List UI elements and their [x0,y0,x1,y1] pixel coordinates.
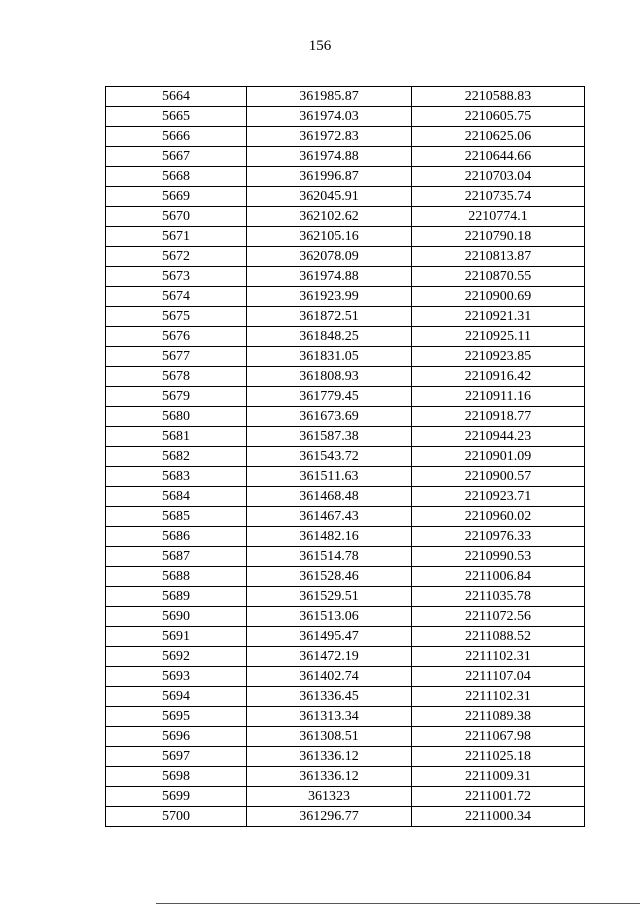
x-coordinate-cell: 361996.87 [247,167,412,187]
y-coordinate-cell: 2211009.31 [412,767,585,787]
x-coordinate-cell: 361779.45 [247,387,412,407]
y-coordinate-cell: 2210923.71 [412,487,585,507]
point-number-cell: 5699 [106,787,247,807]
y-coordinate-cell: 2211107.04 [412,667,585,687]
x-coordinate-cell: 361974.03 [247,107,412,127]
coordinates-table-body [106,87,585,827]
y-coordinate-cell: 2210774.1 [412,207,585,227]
y-coordinate-cell: 2210644.66 [412,147,585,167]
x-coordinate-cell: 361528.46 [247,567,412,587]
x-coordinate-cell: 361336.45 [247,687,412,707]
point-number-cell: 5674 [106,287,247,307]
table-row [106,447,585,467]
x-coordinate-cell: 361923.99 [247,287,412,307]
point-number-cell: 5695 [106,707,247,727]
x-coordinate-cell: 361985.87 [247,87,412,107]
table-row [106,327,585,347]
point-number-cell: 5683 [106,467,247,487]
table-row [106,387,585,407]
x-coordinate-cell: 361543.72 [247,447,412,467]
x-coordinate-cell: 361872.51 [247,307,412,327]
x-coordinate-cell: 362078.09 [247,247,412,267]
table-row [106,747,585,767]
page-number: 156 [308,38,332,54]
point-number-cell: 5669 [106,187,247,207]
x-coordinate-cell: 361974.88 [247,267,412,287]
point-number-cell: 5667 [106,147,247,167]
table-row [106,287,585,307]
y-coordinate-cell: 2210813.87 [412,247,585,267]
table-row [106,587,585,607]
table-row [106,627,585,647]
x-coordinate-cell: 361308.51 [247,727,412,747]
x-coordinate-cell: 361831.05 [247,347,412,367]
x-coordinate-cell: 361313.34 [247,707,412,727]
table-row [106,147,585,167]
point-number-cell: 5697 [106,747,247,767]
y-coordinate-cell: 2211001.72 [412,787,585,807]
x-coordinate-cell: 361587.38 [247,427,412,447]
x-coordinate-cell: 361529.51 [247,587,412,607]
point-number-cell: 5696 [106,727,247,747]
table-row [106,527,585,547]
table-row [106,647,585,667]
table-row [106,727,585,747]
point-number-cell: 5678 [106,367,247,387]
table-row [106,247,585,267]
point-number-cell: 5693 [106,667,247,687]
y-coordinate-cell: 2211072.56 [412,607,585,627]
x-coordinate-cell: 361296.77 [247,807,412,827]
bottom-rule [156,903,640,904]
x-coordinate-cell: 361323 [247,787,412,807]
point-number-cell: 5665 [106,107,247,127]
y-coordinate-cell: 2211067.98 [412,727,585,747]
point-number-cell: 5691 [106,627,247,647]
x-coordinate-cell: 361808.93 [247,367,412,387]
table-row [106,307,585,327]
y-coordinate-cell: 2211102.31 [412,687,585,707]
y-coordinate-cell: 2210944.23 [412,427,585,447]
y-coordinate-cell: 2210605.75 [412,107,585,127]
y-coordinate-cell: 2211035.78 [412,587,585,607]
y-coordinate-cell: 2210790.18 [412,227,585,247]
x-coordinate-cell: 361467.43 [247,507,412,527]
point-number-cell: 5685 [106,507,247,527]
x-coordinate-cell: 361482.16 [247,527,412,547]
table-row [106,787,585,807]
table-row [106,167,585,187]
table-row [106,87,585,107]
coordinates-table [105,86,585,827]
point-number-cell: 5689 [106,587,247,607]
table-row [106,367,585,387]
y-coordinate-cell: 2210960.02 [412,507,585,527]
point-number-cell: 5677 [106,347,247,367]
y-coordinate-cell: 2210900.69 [412,287,585,307]
point-number-cell: 5679 [106,387,247,407]
point-number-cell: 5680 [106,407,247,427]
point-number-cell: 5694 [106,687,247,707]
x-coordinate-cell: 361972.83 [247,127,412,147]
y-coordinate-cell: 2210925.11 [412,327,585,347]
point-number-cell: 5676 [106,327,247,347]
point-number-cell: 5672 [106,247,247,267]
y-coordinate-cell: 2210916.42 [412,367,585,387]
y-coordinate-cell: 2210918.77 [412,407,585,427]
table-row [106,267,585,287]
table-row [106,407,585,427]
point-number-cell: 5686 [106,527,247,547]
point-number-cell: 5670 [106,207,247,227]
x-coordinate-cell: 361495.47 [247,627,412,647]
x-coordinate-cell: 361673.69 [247,407,412,427]
y-coordinate-cell: 2210921.31 [412,307,585,327]
table-row [106,487,585,507]
point-number-cell: 5675 [106,307,247,327]
point-number-cell: 5688 [106,567,247,587]
y-coordinate-cell: 2210990.53 [412,547,585,567]
table-row [106,607,585,627]
table-row [106,547,585,567]
table-row [106,207,585,227]
x-coordinate-cell: 361514.78 [247,547,412,567]
x-coordinate-cell: 361402.74 [247,667,412,687]
table-row [106,767,585,787]
point-number-cell: 5687 [106,547,247,567]
table-row [106,187,585,207]
point-number-cell: 5666 [106,127,247,147]
y-coordinate-cell: 2210703.04 [412,167,585,187]
table-row [106,467,585,487]
x-coordinate-cell: 362105.16 [247,227,412,247]
point-number-cell: 5684 [106,487,247,507]
x-coordinate-cell: 361513.06 [247,607,412,627]
table-row [106,687,585,707]
y-coordinate-cell: 2210588.83 [412,87,585,107]
x-coordinate-cell: 361848.25 [247,327,412,347]
x-coordinate-cell: 361974.88 [247,147,412,167]
y-coordinate-cell: 2211102.31 [412,647,585,667]
x-coordinate-cell: 361336.12 [247,767,412,787]
point-number-cell: 5671 [106,227,247,247]
y-coordinate-cell: 2210901.09 [412,447,585,467]
x-coordinate-cell: 361472.19 [247,647,412,667]
y-coordinate-cell: 2210976.33 [412,527,585,547]
x-coordinate-cell: 362045.91 [247,187,412,207]
point-number-cell: 5690 [106,607,247,627]
y-coordinate-cell: 2210911.16 [412,387,585,407]
y-coordinate-cell: 2210923.85 [412,347,585,367]
x-coordinate-cell: 361336.12 [247,747,412,767]
x-coordinate-cell: 361468.48 [247,487,412,507]
point-number-cell: 5673 [106,267,247,287]
y-coordinate-cell: 2211000.34 [412,807,585,827]
point-number-cell: 5700 [106,807,247,827]
x-coordinate-cell: 362102.62 [247,207,412,227]
y-coordinate-cell: 2210735.74 [412,187,585,207]
table-row [106,127,585,147]
y-coordinate-cell: 2211006.84 [412,567,585,587]
y-coordinate-cell: 2210625.06 [412,127,585,147]
y-coordinate-cell: 2210870.55 [412,267,585,287]
x-coordinate-cell: 361511.63 [247,467,412,487]
y-coordinate-cell: 2210900.57 [412,467,585,487]
point-number-cell: 5682 [106,447,247,467]
point-number-cell: 5698 [106,767,247,787]
y-coordinate-cell: 2211089.38 [412,707,585,727]
table-row [106,507,585,527]
table-row [106,707,585,727]
point-number-cell: 5668 [106,167,247,187]
table-row [106,427,585,447]
table-row [106,567,585,587]
table-row [106,347,585,367]
point-number-cell: 5681 [106,427,247,447]
table-row [106,667,585,687]
table-row [106,107,585,127]
table-row [106,227,585,247]
y-coordinate-cell: 2211025.18 [412,747,585,767]
point-number-cell: 5664 [106,87,247,107]
point-number-cell: 5692 [106,647,247,667]
y-coordinate-cell: 2211088.52 [412,627,585,647]
table-row [106,807,585,827]
